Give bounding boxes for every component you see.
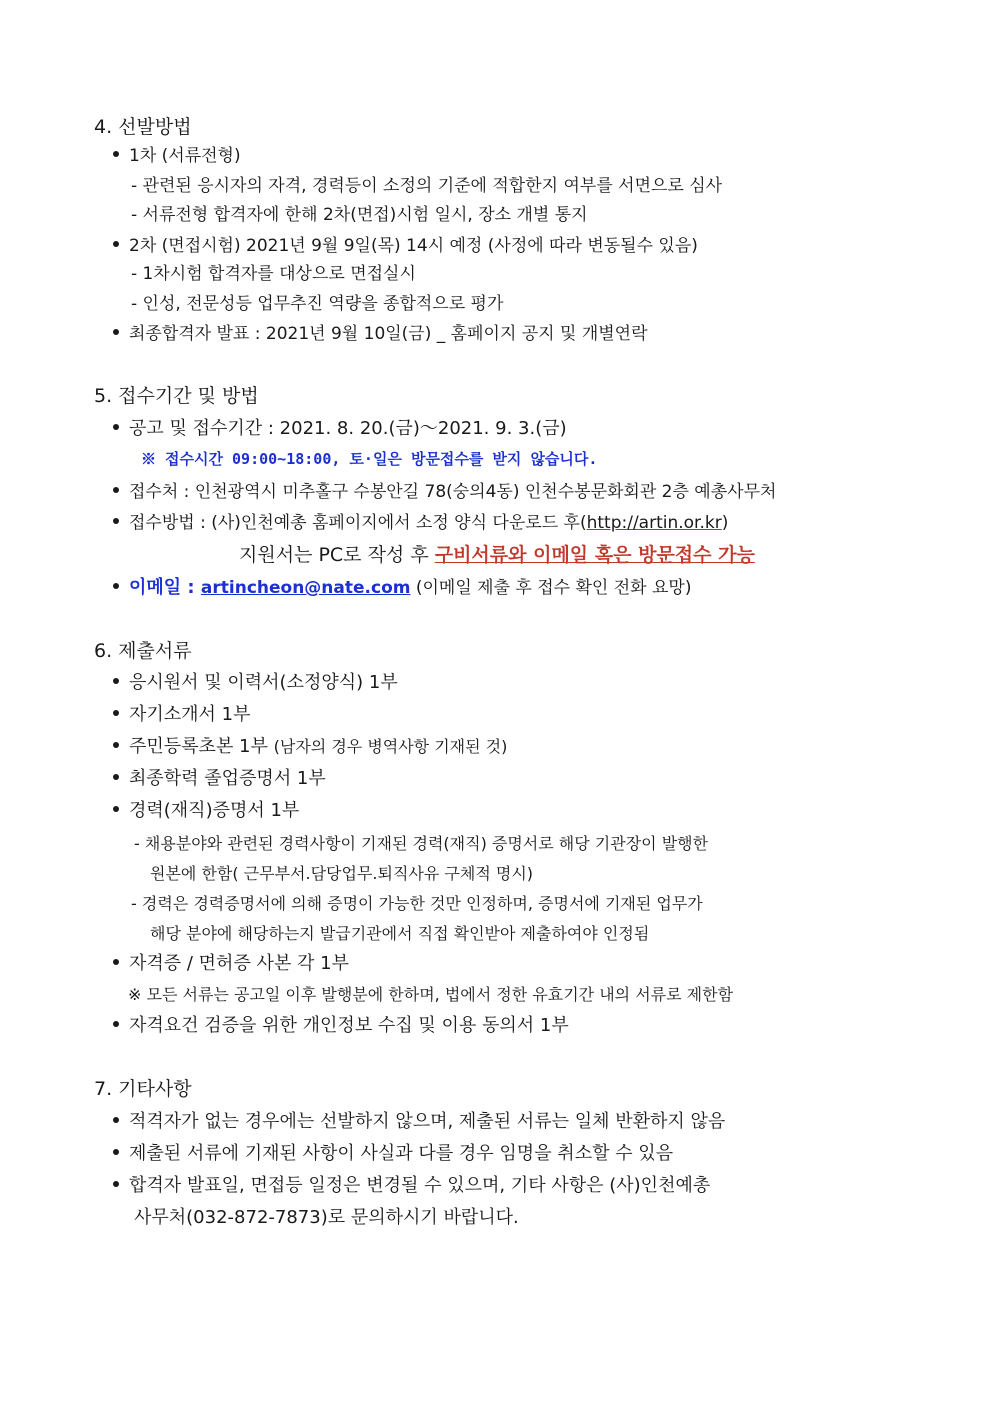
section5-method-line2 <box>239 546 755 565</box>
bullet-icon <box>113 1149 119 1155</box>
section4-round1-text: 1차 (서류전형) <box>129 146 241 166</box>
bullet-icon <box>113 329 119 335</box>
section6-doc3-note: (남자의 경우 병역사항 기재된 것) <box>273 737 508 756</box>
section6-doc1-text: 응시원서 및 이력서(소정양식) 1부 <box>129 672 398 693</box>
bullet-icon <box>113 151 119 157</box>
section6-doc5-sub1a: - 채용분야와 관련된 경력사항이 기재된 경력(재직) 증명서로 해당 기관장이 발행한 <box>134 834 709 853</box>
email-label: 이메일 : <box>129 577 201 598</box>
section4-round2-text: 2차 (면접시험) 2021년 9월 9일(목) 14시 예정 (사정에 따라 변동될수 있음) <box>129 236 698 256</box>
section6-doc5-text: 경력(재직)증명서 1부 <box>129 800 300 821</box>
section4-round2-sub2: - 인성, 전문성등 업무추진 역량을 종합적으로 평가 <box>131 294 504 314</box>
section6-doc2-text: 자기소개서 1부 <box>129 704 251 725</box>
section5-period <box>113 420 567 438</box>
section6-doc5-sub2a: - 경력은 경력증명서에 의해 증명이 가능한 것만 인정하며, 증명서에 기재된 업무가 <box>131 894 703 913</box>
section5-title: 5. 접수기간 및 방법 <box>94 385 259 407</box>
bullet-icon <box>113 806 119 812</box>
bullet-icon <box>113 241 119 247</box>
bullet-icon <box>113 678 119 684</box>
section6-doc6-text: 자격증 / 면허증 사본 각 1부 <box>129 953 350 974</box>
section6-doc1 <box>113 674 398 692</box>
section6-doc-note: ※ 모든 서류는 공고일 이후 발행분에 한하며, 법에서 정한 유효기간 내의 서류로 제한함 <box>128 985 734 1004</box>
section7-item1 <box>113 1113 725 1131</box>
section6-doc6 <box>113 955 349 973</box>
section5-place <box>113 484 776 501</box>
bullet-icon <box>113 583 119 589</box>
section5-method-emphasis: 구비서류와 이메일 혹은 방문접수 가능 <box>434 544 755 566</box>
email-link[interactable]: artincheon@nate.com <box>200 578 411 598</box>
section6-doc7 <box>113 1017 569 1035</box>
section5-method-line2-text: 지원서는 PC로 작성 후 <box>239 544 435 566</box>
section5-place-text: 접수처 : 인천광역시 미추홀구 수봉안길 78(숭의4동) 인천수봉문화회관 2층 예총사무처 <box>129 482 777 502</box>
bullet-icon <box>113 710 119 716</box>
section4-round1-sub1: - 관련된 응시자의 자격, 경력등이 소정의 기준에 적합한지 여부를 서면으로 심사 <box>131 176 723 196</box>
section4-final <box>113 326 648 343</box>
section5-method-text: 접수방법 : (사)인천예총 홈페이지에서 소정 양식 다운로드 후( <box>129 513 587 533</box>
section4-round2 <box>113 238 698 255</box>
section6-doc5 <box>113 802 299 820</box>
section5-method <box>113 515 728 532</box>
section6-doc4 <box>113 770 326 788</box>
bullet-icon <box>113 959 119 965</box>
bullet-icon <box>113 518 119 524</box>
section6-doc3 <box>113 738 507 756</box>
section4-final-text: 최종합격자 발표 : 2021년 9월 10일(금) _ 홈페이지 공지 및 개별연락 <box>129 324 648 344</box>
bullet-icon <box>113 1117 119 1123</box>
section7-title: 7. 기타사항 <box>94 1078 192 1100</box>
bullet-icon <box>113 487 119 493</box>
section5-email <box>113 579 691 597</box>
section4-title: 4. 선발방법 <box>94 116 192 138</box>
section7-item2 <box>113 1145 673 1163</box>
bullet-icon <box>113 424 119 430</box>
section7-item3b: 사무처(032-872-7873)로 문의하시기 바랍니다. <box>134 1207 519 1228</box>
bullet-icon <box>113 1021 119 1027</box>
section6-doc2 <box>113 706 251 724</box>
homepage-link[interactable]: http://artin.or.kr <box>586 513 722 533</box>
bullet-icon <box>113 1181 119 1187</box>
section6-doc5-sub2b: 해당 분야에 해당하는지 발급기관에서 직접 확인받아 제출하여야 인정됨 <box>150 924 650 943</box>
section7-item1-text: 적격자가 없는 경우에는 선발하지 않으며, 제출된 서류는 일체 반환하지 않음 <box>129 1111 726 1132</box>
section5-period-text: 공고 및 접수기간 : 2021. 8. 20.(금)～2021. 9. 3.(금) <box>129 418 567 439</box>
section6-doc4-text: 최종학력 졸업증명서 1부 <box>129 768 326 789</box>
section7-item2-text: 제출된 서류에 기재된 사항이 사실과 다를 경우 임명을 취소할 수 있음 <box>129 1143 674 1164</box>
section4-round1 <box>113 148 241 165</box>
section4-round1-sub2: - 서류전형 합격자에 한해 2차(면접)시험 일시, 장소 개별 통지 <box>131 205 588 225</box>
section5-method-suffix: ) <box>721 513 729 533</box>
section6-doc3-text: 주민등록초본 1부 <box>129 736 274 757</box>
section6-doc5-sub1b: 원본에 한함( 근무부서.담당업무.퇴직사유 구체적 명시) <box>150 864 534 883</box>
section6-title: 6. 제출서류 <box>94 640 192 662</box>
bullet-icon <box>113 742 119 748</box>
email-note: (이메일 제출 후 접수 확인 전화 요망) <box>410 578 692 598</box>
section7-item3-text: 합격자 발표일, 면접등 일정은 변경될 수 있으며, 기타 사항은 (사)인천예총 <box>129 1175 711 1196</box>
section5-period-note: ※ 접수시간 09:00~18:00, 토·일은 방문접수를 받지 않습니다. <box>141 450 598 468</box>
section4-round2-sub1: - 1차시험 합격자를 대상으로 면접실시 <box>131 264 416 284</box>
section6-doc7-text: 자격요건 검증을 위한 개인정보 수집 및 이용 동의서 1부 <box>129 1015 569 1036</box>
section7-item3 <box>113 1177 710 1195</box>
bullet-icon <box>113 774 119 780</box>
